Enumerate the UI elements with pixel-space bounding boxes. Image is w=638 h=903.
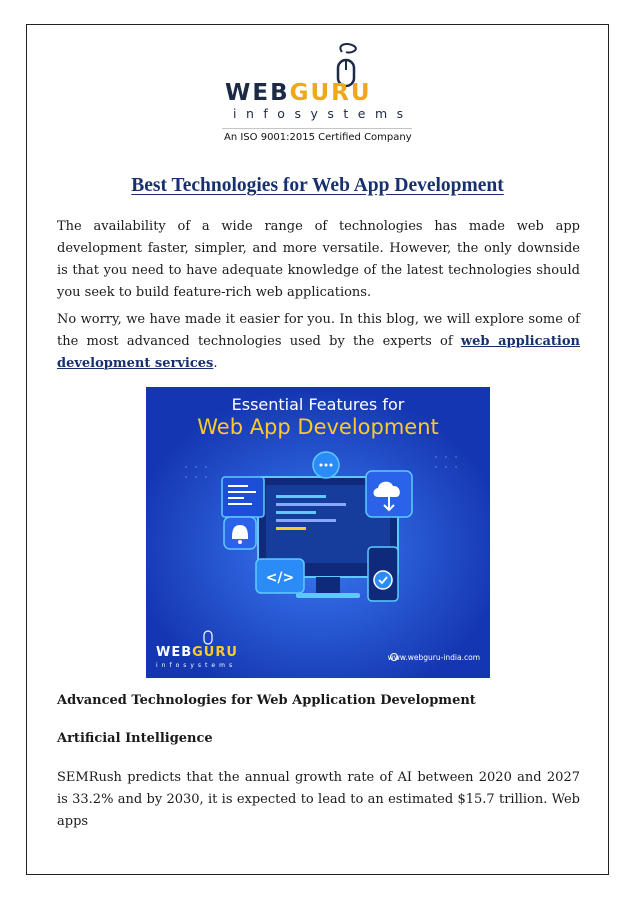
second-paragraph-text: No worry, we have made it easier for you. In this blog, we will explore some of the most advanced technologies used by the experts of [57, 312, 580, 349]
feature-image [146, 387, 490, 678]
image-brand-subtitle: infosystems [156, 662, 237, 669]
image-url: www.webguru-india.com [387, 653, 480, 662]
svg-text:</>: </> [265, 570, 295, 586]
logo-web-text: WEB [225, 80, 290, 106]
image-brand-guru: GURU [192, 645, 238, 660]
section-heading-advanced: Advanced Technologies for Web Application Development [57, 693, 476, 708]
image-brand-web: WEB [156, 645, 193, 660]
bell-icon [224, 517, 256, 549]
logo-wordmark [225, 80, 372, 106]
logo-subtitle: infosystems [233, 106, 413, 121]
image-title-line-1: Essential Features for [231, 395, 405, 414]
image-title-line-2: Web App Development [197, 415, 439, 439]
phone-check-icon [368, 547, 398, 601]
image-brand [156, 645, 238, 660]
code-window-icon [222, 477, 264, 517]
document-title: Best Technologies for Web App Development [131, 175, 504, 196]
code-tag-icon [256, 559, 304, 593]
cloud-download-icon [366, 471, 412, 517]
second-paragraph-end: . [213, 356, 218, 371]
logo-guru-text: GURU [289, 80, 372, 106]
section-heading-ai: Artificial Intelligence [57, 731, 213, 746]
logo-divider [222, 128, 412, 129]
iso-certification: An ISO 9001:2015 Certified Company [224, 132, 412, 143]
web-app-services-link[interactable]: web application development services [57, 334, 580, 371]
chat-icon [313, 452, 339, 478]
second-paragraph [57, 309, 580, 375]
ai-paragraph: SEMRush predicts that the annual growth rate of AI between 2020 and 2027 is 33.2% and by 2030, it is expected to lead to an estimated $15.7 trillion. Web apps [57, 770, 580, 829]
intro-paragraph: The availability of a wide range of technologies has made web app development faster, simpler, and more versatile. However, the only downside is that you need to have adequate knowledge of the latest technologies should you seek to build feature-rich web applications. [57, 219, 580, 300]
